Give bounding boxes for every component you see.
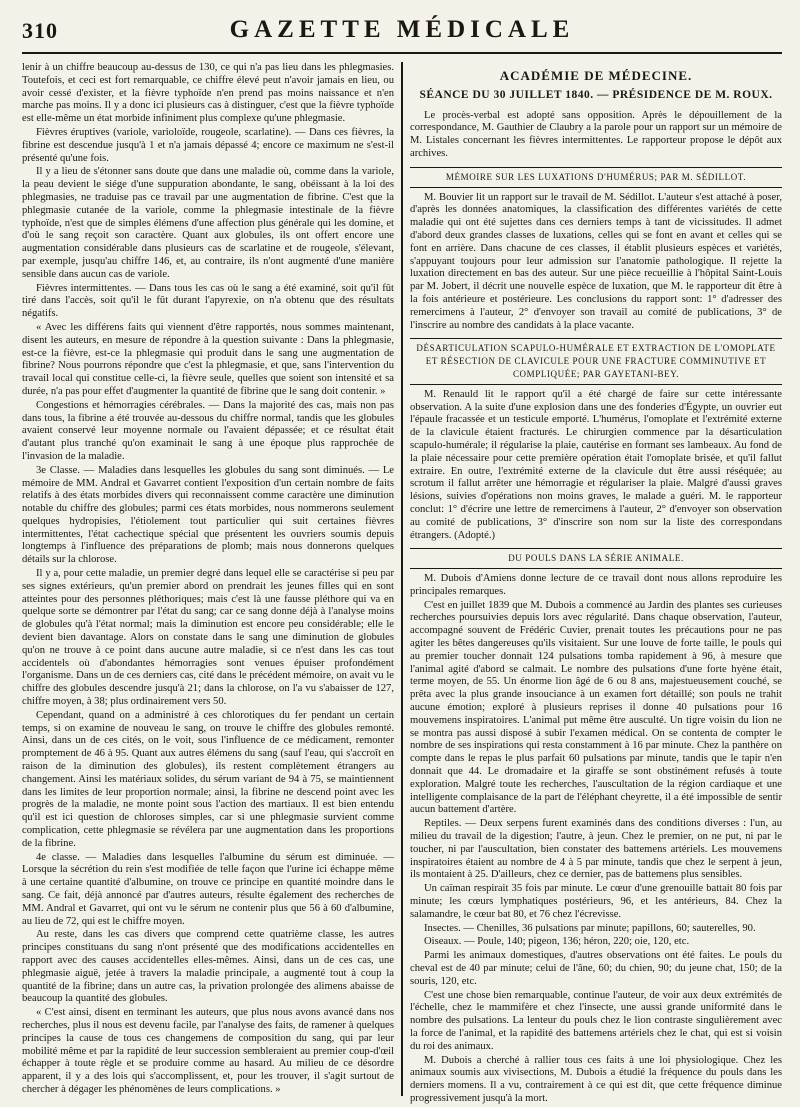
page-number: 310 (22, 18, 58, 43)
column-divider (401, 62, 403, 1096)
article-columns (22, 62, 782, 1104)
subheading: DÉSARTICULATION SCAPULO-HUMÉRALE ET EXTRACTION DE L'OMOPLATE ET RÉSECTION DE CLAVICULE POUR UNE FRACTURE COMMINUTIVE ET COMPLIQUÉE; PAR GAYETANI-BEY. (410, 338, 782, 384)
paragraph: Au reste, dans les cas divers que comprend cette quatrième classe, les autres principes constituans du sang n'ont présenté que des modifications accidentelles en rapport avec des causes accidentelles elles-mêmes. Ainsi, dans un de ces cas, une phlegmasie aiguë, jetée à travers la maladie principale, a augmenté tout à coup la quantité de la fibrine; dans un autre cas, la privation prolongée des alimens abaisse de beaucoup la quantité des globules. (22, 929, 394, 1005)
subheading: MÉMOIRE SUR LES LUXATIONS D'HUMÉRUS; PAR M. SÉDILLOT. (410, 167, 782, 188)
paragraph: Le procès-verbal est adopté sans opposition. Après le dépouillement de la correspondance, M. Gauthier de Claubry a la parole pour un rapport sur un mémoire de M. Listales concernant les fièvres intermittentes. Le rapporteur propose le dépôt aux archives. (410, 109, 782, 159)
paragraph: M. Dubois d'Amiens donne lecture de ce travail dont nous allons reproduire les principales remarques. (410, 573, 782, 597)
page (22, 14, 782, 1104)
subheading: DU POULS DANS LA SÉRIE ANIMALE. (410, 548, 782, 569)
right-column (410, 62, 782, 1104)
paragraph: 3e Classe. — Maladies dans lesquelles les globules du sang sont diminués. — Le mémoire de MM. Andral et Gavarret contient l'exposition d'un certain nombre de faits relatifs à des états morbides divers qui reconnaissent comme caractère une diminution notable du chiffre des globules; parmi ces états morbides, nous nommerons seulement quelques hydropisies, l'étiolement tout particulier qui suit certaines fièvres intermittentes, l'état cachectique spécial que présentent les ouvriers soumis depuis longtemps à l'influence des préparations de plomb; mais nous donnerons quelques détails sur la chlorose. (22, 464, 394, 566)
paragraph: Il y a lieu de s'étonner sans doute que dans une maladie où, comme dans la variole, la peau devient le siége d'une suppuration abondante, le sang, obéissant à la loi des phlegmasies, ne traduise pas ce travail par une augmentation de fibrine. C'est que la phlegmasie cutanée de la variole, comme la phlegmasie intestinale de la fièvre typhoïde, n'est que de simples élémens d'une affection plus générale qui les domine, et d'où le sang reçoit son caractère. Quant aux globules, ils ont offert encore une augmentation considérable dans plusieurs cas de scarlatine et de rougeole, s'élevant, par exemple, jusqu'au chiffre 146, et, au contraire, ils n'ont augmenté d'une manière sensible dans aucun cas de variole. (22, 166, 394, 280)
paragraph: lenir à un chiffre beaucoup au-dessus de 130, ce qui n'a pas lieu dans les phlegmasies. Toutefois, et ceci est fort remarquable, ce chiffre élevé peut n'avoir jamais en lieu, ou avoir cessé d'exister, et la fièvre typhoïde n'en prend pas moins naissance et n'en marche pas moins. Il y a donc ici plusieurs cas à distinguer, c'est que la fièvre typhoïde est elle-même un état morbide infiniment plus complexe qu'une phlegmasie. (22, 62, 394, 125)
paragraph: Oiseaux. — Poule, 140; pigeon, 136; héron, 220; oie, 120, etc. (424, 936, 690, 948)
paragraph: M. Dubois a cherché à rallier tous ces faits à une loi physiologique. Chez les animaux soumis aux vivisections, M. Dubois a étudié la fréquence du pouls dans les derniers momens. Il a vu, contrairement à ce qui est dit, que cette fréquence diminue progressivement jusqu'à la mort. (410, 1054, 782, 1104)
paragraph: Reptiles. — Deux serpens furent examinés dans des conditions diverses : l'un, au milieu du travail de la digestion; l'autre, à jeun. Chez le premier, on ne put, ni par le toucher, ni par l'auscultation, bien constater des battemens artériels. Les mouvemens inspiratoires étaient au nombre de 4 à 5 par minute, tandis que chez le serpent à jeun, ils montaient à 25. D'ailleurs, chez ce dernier, pas de battemens plus sensibles. (410, 818, 782, 881)
paragraph: Insectes. — Chenilles, 36 pulsations par minute; papillons, 60; sauterelles, 90. (424, 922, 756, 934)
paragraph: Congestions et hémorragies cérébrales. — Dans la majorité des cas, mais non pas dans tous, la fibrine a été trouvée au-dessous du chiffre normal, tandis que les globules avaient conservé leur moyenne normale ou l'avaient dépassée; et ce résultat était d'autant plus tranché qu'on examinait le sang à une époque plus rapprochée de l'invasion de la maladie. (22, 399, 394, 462)
left-column (22, 62, 394, 1096)
paragraph: C'est une chose bien remarquable, continue l'auteur, de voir aux deux extrémités de l'échelle, chez le mammifère et chez l'insecte, une aussi grande uniformité dans le nombre des pulsations. La lenteur du pouls chez le lion contraste singulièrement avec la force de l'animal, et la rapidité des battemens artériels chez le chat, qui est si voisin du roi des animaux. (410, 989, 782, 1052)
session-heading: SÉANCE DU 30 JUILLET 1840. — PRÉSIDENCE DE M. ROUX. (419, 88, 773, 101)
paragraph: « C'est ainsi, disent en terminant les auteurs, que plus nous avons avancé dans nos recherches, plus il nous est devenu facile, par l'analyse des faits, de ramener à quelques principes la cause de tous ces changemens de composition du sang, qui par leur mobilité même et par la rapidité de leur succession sembleraient au premier coup-d'œil échapper à toute règle et se produire comme au hasard. Au milieu de ce désordre apparent, il y a des lois qui s'accomplissent, et, pour les trouver, il s'agit surtout de chercher à dégager les phénomènes de leurs complications. » (22, 1007, 394, 1095)
paragraph: Il y a, pour cette maladie, un premier degré dans lequel elle se caractérise si peu par ses signes extérieurs, qu'un premier abord on prendrait les jeunes filles qui en sont atteintes pour des personnes pléthoriques; mais c'est là une fausse pléthore qui va en quelque sorte se démontrer par l'état du sang; car ce sang donne déjà à l'analyse moins de globules qu'à l'état normal; mais la diminution est encore peu considérable; elle le devient bien davantage. Alors on constate dans le sang une diminution de globules qu'on ne trouve à ce point dans aucune autre maladie, si ce n'est dans les cas tout accidentels où d'abondantes hémorragies sont venues épuiser profondément l'organisme. Dans un de ces derniers cas, cité dans le précédent mémoire, on avait vu le chiffre des globules descendre jusqu'à 21; dans la chlorose, on l'a vu s'abaisser de 127, chiffre moyen, à 38; plus ordinairement vers 50. (22, 568, 394, 708)
paragraph: 4e classe. — Maladies dans lesquelles l'albumine du sérum est diminuée. — Lorsque la sécrétion du rein s'est modifiée de telle façon que l'urine ici échappe même à une certaine quantité d'albumine, on trouve ce principe en quantité moindre dans le sang. Ce fait, déjà annoncé par d'autres auteurs, résulte également des recherches de MM. Andral et Gavarret, qui ont vu le sérum ne contenir plus que 56 à 60 d'albumine, au lieu de 72, qui est le chiffre moyen. (22, 851, 394, 927)
paragraph: Cependant, quand on a administré à ces chlorotiques du fer pendant un certain temps, si on examine de nouveau le sang, on trouve le chiffre des globules remonté. Ainsi, dans un de ces cités, on le voit, sous l'influence de ce médicament, remonter promptement de 46 à 95. Quant aux autres élémens du sang (sauf l'eau, qui s'accroît en raison de la diminution des globules), ils restent complètement étrangers au changement. Ainsi les matériaux solides, du sérum variant de 94 à 75, se maintiennent dans les limites de leur proportion normale; ainsi, la fibrine ne descend point avec les progrès de la maladie, ne monte point sous l'action des martiaux. Il est bien entendu qu'il est ici question de chloroses simples, car si une phlegmasie survient comme complication, cette phlegmasie se révélera par une augmentation dans les proportions de la fibrine. (22, 709, 394, 849)
paragraph: Un caïman respirait 35 fois par minute. Le cœur d'une grenouille battait 80 fois par minute; les cœurs lymphatiques postérieurs, 96, et les antérieurs, 84. Chez la salamandre, le cœur bat 80, et 76 chez l'écrevisse. (410, 883, 782, 920)
paragraph: Parmi les animaux domestiques, d'autres observations ont été faites. Le pouls du cheval est de 40 par minute; celui de l'âne, 60; du chien, 90; du jeune chat, 150; de la souris, 120, etc. (410, 950, 782, 987)
paragraph: M. Bouvier lit un rapport sur le travail de M. Sédillot. L'auteur s'est attaché à poser, d'après les données anatomiques, la classification des différentes variétés de cette maladie qui ont été sujettes dans ces derniers temps à tant de vicissitudes. Il admet d'abord deux grandes classes de luxations, celles qui se font en avant et celles qui se font en arrière. Dans chacune de ces classes, il établit plusieurs espèces et variétés, s'appuyant toujours pour leur admission sur l'anatomie pathologique. Il rejette la luxation directement en bas des auteur. Sur une pièce recueillie à l'hôpital Saint-Louis par M. Jobert, il décrit une nouvelle espèce de luxation, que M. le rapporteur dit être à la fois antérieure et postérieure. Les conclusions du rapport sont: 1° d'adresser des remercimens à l'auteur, 2° d'envoyer son travail au comité de publications, 3° de l'inscrire au nombre des candidats à la place vacante. (410, 191, 782, 331)
journal-title: GAZETTE MÉDICALE (229, 16, 575, 43)
section-title: ACADÉMIE DE MÉDECINE. (499, 68, 693, 83)
paragraph: « Avec les différens faits qui viennent d'être rapportés, nous sommes maintenant, disent les auteurs, en mesure de répondre à la question suivante : Dans la phlegmasie, est-ce la fièvre, est-ce la phlegmasie qui produit dans le sang une augmentation de fibrine? Nous pourrons répondre que c'est la phlegmasie, et que, sans l'intervention du travail local qui constitue celle-ci, la fièvre seule, quelles que soient son intensité et sa durée, n'a pas pour effet d'augmenter la quantité de fibrine que le sang doit contenir. » (22, 321, 394, 397)
paragraph: C'est en juillet 1839 que M. Dubois a commencé au Jardin des plantes ses curieuses recherches poursuivies depuis lors avec régularité. Dans chaque observation, l'auteur, accompagné souvent de Frédéric Cuvier, prenait toutes les précautions pour ne pas agiter les bêtes dangereuses qu'ils visitaient. Sur une louve de forte taille, le pouls qui au premier toucher donnait 124 pulsations tomba rapidement à 96, à mesure que l'animal agité d'abord se calmait. Le nombre des pulsations d'une forte hyène était, terme moyen, de 55. Un énorme lion âgé de 6 ou 8 ans, majestueusement couché, se prêta avec la plus grande insouciance à un examen fort détaillé; son pouls ne trahit aucune émotion; exploré à plusieurs reprises il donne 40 pulsations pour 16 mouvemens inspiratoires. L'animal put même être ausculté. Un tigre voisin du lion ne se montra pas aussi disposé à subir l'examen médical. On se contenta de compter le nombre de ses inspirations qui resta constamment à 16 par minute. Chez la panthère on compte dans le repas le plus parfait 60 pulsations par minute, tandis que le tapir n'en donnait que 44. Le dromadaire et la giraffe se sont obstinément refusés à toute exploration. Malgré toute les recherches, l'auscultation de la région cardiaque et une intelligente complaisance de la part de l'éléphant cheyrette, il a été impossible de sentir aucun battement d'artère. (410, 599, 782, 816)
paragraph: Fièvres intermittentes. — Dans tous les cas où le sang a été examiné, soit qu'il fût tiré dans l'accès, soit qu'il le fût durant l'apyrexie, on n'a obtenu que des résultats négatifs. (22, 282, 394, 320)
page-header (22, 14, 782, 54)
paragraph: M. Renauld lit le rapport qu'il a été chargé de faire sur cette intéressante observation. A la suite d'une explosion dans une des fonderies d'Égypte, un ouvrier eut l'épaule fracassée et un testicule emporté. L'humérus, l'omoplate et l'extrémité externe de la clavicule étaient fracturés. Le chirurgien commence par la désarticulation scapulo-humérale; il régularise la plaie, cautérise en formant ses lambeaux. Au fond de la plaie nécessaire pour cette première opération était l'omoplate brisée, et qu'il fallut extraire. En outre, l'extrémité externe de la clavicule dut être aussi réséquée; au scrotum il fallut arrêter une hémorragie et régulariser la plaie. Malgré d'aussi graves lésions, suivies d'opérations non moins graves, le malade a guéri. M. le rapporteur conclut: 1° d'écrire une lettre de remercimens à l'auteur, 2° d'envoyer son observation au comité de publications, 3° d'inscrire son nom sur la liste des correspondans étrangers. (Adopté.) (410, 388, 782, 541)
paragraph: Fièvres éruptives (variole, varioloïde, rougeole, scarlatine). — Dans ces fièvres, la fibrine est descendue jusqu'à 1 et n'a jamais dépassé 4; encore ce maximum ne s'est-il présenté qu'une fois. (22, 126, 394, 164)
